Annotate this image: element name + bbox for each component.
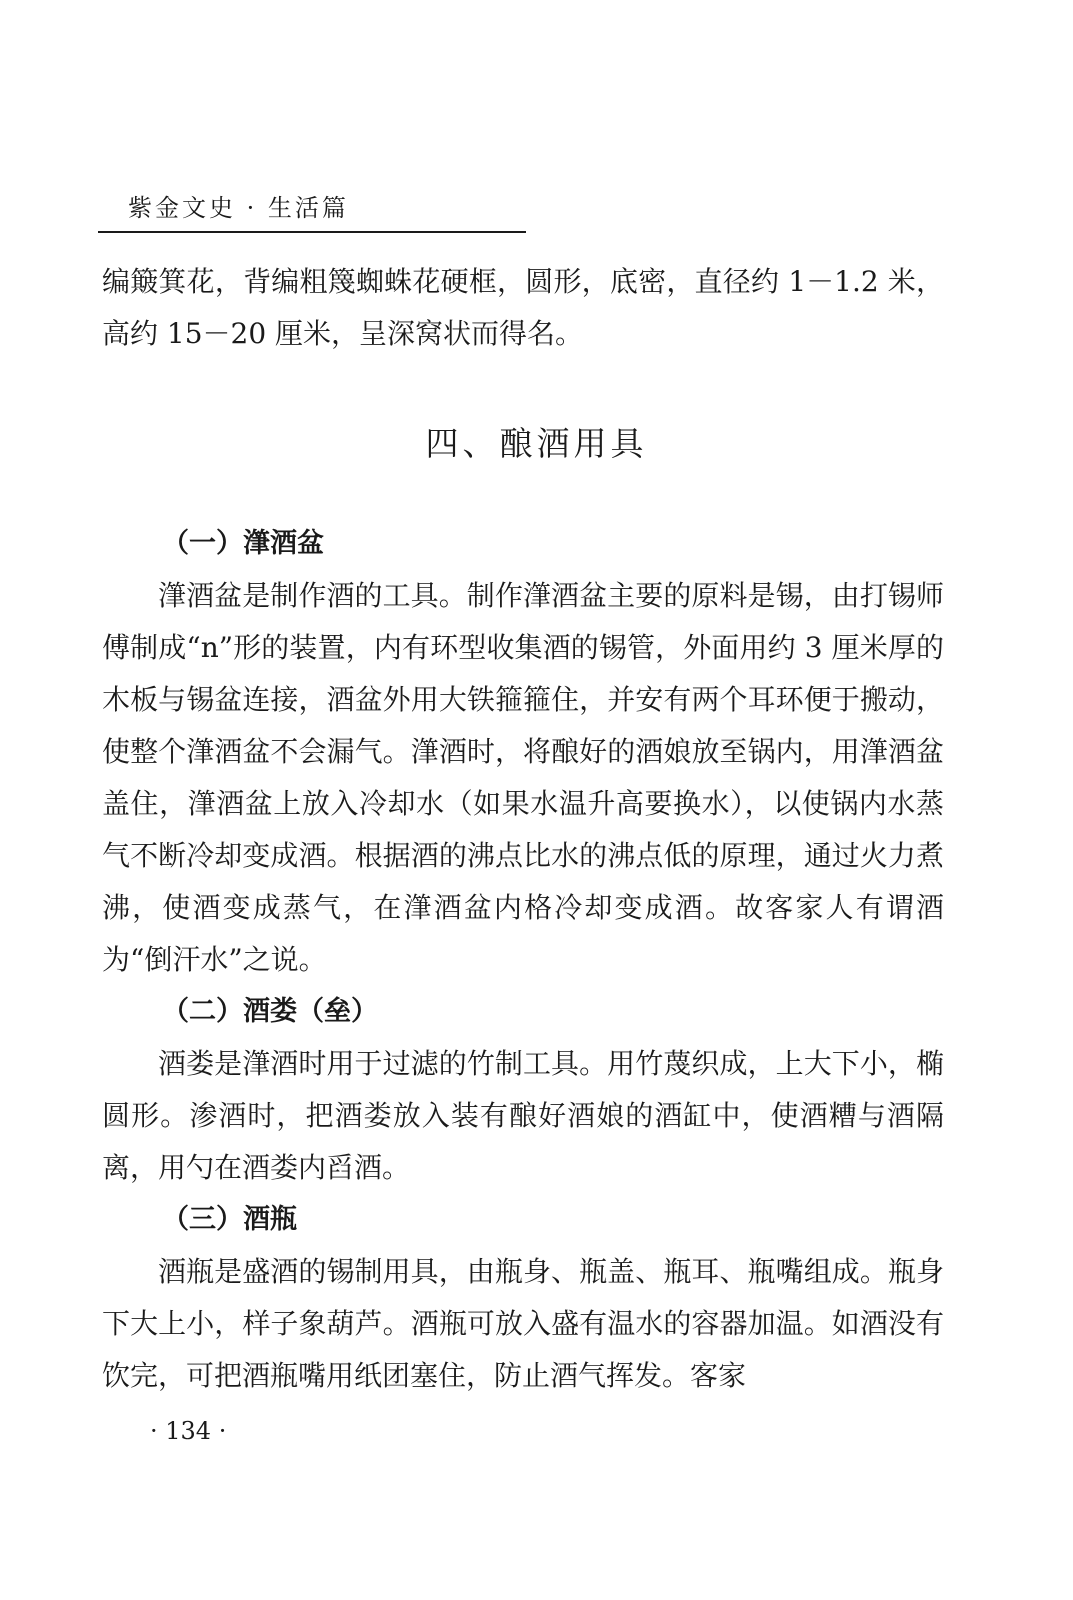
subhead-2: （二）酒娄（垒） [162, 996, 378, 1027]
section-body [102, 518, 944, 1402]
intro-paragraph: 编簸箕花，背编粗篾蜘蛛花硬框，圆形，底密，直径约 1－1.2 米，高约 15－20 厘米，呈深窝状而得名。 [102, 265, 944, 350]
paragraph-2: 酒娄是潷酒时用于过滤的竹制工具。用竹蔑织成，上大下小，椭圆形。渗酒时，把酒娄放入装有酿好酒娘的酒缸中，使酒糟与酒隔离，用勺在酒娄内舀酒。 [102, 1047, 944, 1184]
page-number: · 134 · [150, 1417, 227, 1445]
header-rule [98, 231, 526, 233]
subhead-3: （三）酒瓶 [162, 1204, 297, 1235]
paragraph-3: 酒瓶是盛酒的锡制用具，由瓶身、瓶盖、瓶耳、瓶嘴组成。瓶身下大上小，样子象葫芦。酒瓶可放入盛有温水的容器加温。如酒没有饮完，可把酒瓶嘴用纸团塞住，防止酒气挥发。客家 [102, 1255, 944, 1392]
subhead-1: （一）潷酒盆 [162, 528, 324, 559]
paragraph-1: 潷酒盆是制作酒的工具。制作潷酒盆主要的原料是锡，由打锡师傅制成“n”形的装置，内有环型收集酒的锡管，外面用约 3 厘米厚的木板与锡盆连接，酒盆外用大铁箍箍住，并安有两个耳环便于搬动，使整个潷酒盆不会漏气。潷酒时，将酿好的酒娘放至锅内，用潷酒盆盖住，潷酒盆上放入冷却水（如果水温升高要换水），以使锅内水蒸气不断冷却变成酒。根据酒的沸点比水的沸点低的原理，通过火力煮沸，使酒变成蒸气，在潷酒盆内格冷却变成酒。故客家人有谓酒为“倒汗水”之说。 [102, 579, 944, 976]
section-title: 四、酿酒用具 [425, 424, 648, 463]
running-header: 紫金文史 · 生活篇 [128, 194, 349, 222]
intro-block [102, 256, 944, 360]
